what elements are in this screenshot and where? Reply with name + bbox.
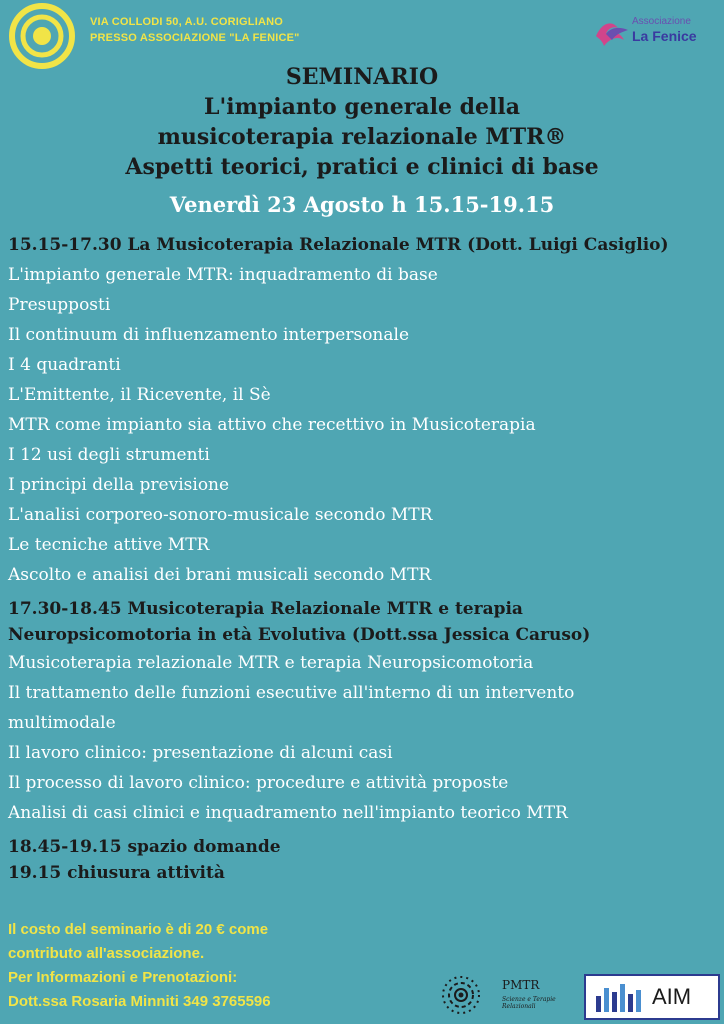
list-item: Ascolto e analisi dei brani musicali secondo MTR — [8, 565, 432, 585]
list-item: Il continuum di influenzamento interpersonale — [8, 325, 410, 345]
phoenix-icon — [592, 14, 632, 54]
closing-line-2: 19.15 chiusura attività — [8, 863, 225, 883]
info-line: Per Informazioni e Prenotazioni: — [8, 969, 238, 986]
title-line-3: musicoterapia relazionale MTR® — [157, 124, 567, 150]
list-item: Il lavoro clinico: presentazione di alcuni casi — [8, 743, 393, 763]
fenice-logo-small-text: Associazione — [632, 16, 691, 27]
cost-line-1: Il costo del seminario è di 20 € come — [8, 921, 269, 938]
list-item: Il processo di lavoro clinico: procedure e attività proposte — [8, 773, 509, 793]
section-2-heading-line-1: 17.30-18.45 Musicoterapia Relazionale MTR e terapia — [8, 599, 523, 619]
cost-line-2: contributo all'associazione. — [8, 945, 205, 962]
list-item: L'Emittente, il Ricevente, il Sè — [8, 385, 271, 405]
aim-logo — [584, 974, 720, 1020]
organization-logo-icon — [8, 2, 76, 70]
contact-line: Dott.ssa Rosaria Minniti 349 3765596 — [8, 993, 271, 1010]
list-item: I principi della previsione — [8, 475, 230, 495]
list-item: L'impianto generale MTR: inquadramento di base — [8, 265, 438, 285]
program — [8, 232, 714, 886]
title-line-4: Aspetti teorici, pratici e clinici di base — [125, 154, 599, 180]
address-line-2: PRESSO ASSOCIAZIONE "LA FENICE" — [90, 32, 300, 44]
seminar-title — [0, 62, 724, 182]
section-2-heading-line-2: Neuropsicomotoria in età Evolutiva (Dott.ssa Jessica Caruso) — [8, 625, 591, 645]
list-item: MTR come impianto sia attivo che recettivo in Musicoterapia — [8, 415, 536, 435]
pmtr-logo — [440, 972, 580, 1018]
list-item: Analisi di casi clinici e inquadramento nell'impianto teorico MTR — [8, 803, 568, 823]
list-item: Musicoterapia relazionale MTR e terapia Neuropsicomotoria — [8, 653, 534, 673]
address — [90, 14, 300, 46]
address-line-1: VIA COLLODI 50, A.U. CORIGLIANO — [90, 16, 284, 28]
title-line-2: L'impianto generale della — [204, 94, 520, 120]
la-fenice-logo — [592, 14, 720, 54]
pmtr-logo-text: PMTR — [502, 978, 540, 992]
list-item: I 12 usi degli strumenti — [8, 445, 210, 465]
contact-info — [8, 918, 428, 1014]
list-item: multimodale — [8, 713, 116, 733]
list-item: L'analisi corporeo-sonoro-musicale secondo MTR — [8, 505, 433, 525]
list-item: Le tecniche attive MTR — [8, 535, 210, 555]
fenice-logo-big-text: La Fenice — [632, 28, 697, 44]
title-line-1: SEMINARIO — [285, 64, 439, 90]
closing-line-1: 18.45-19.15 spazio domande — [8, 837, 281, 857]
list-item: Presupposti — [8, 295, 111, 315]
list-item: Il trattamento delle funzioni esecutive all'interno di un intervento — [8, 683, 575, 703]
aim-logo-text: AIM — [652, 984, 692, 1009]
bars-icon — [594, 982, 646, 1014]
mandala-icon — [440, 974, 482, 1016]
list-item: I 4 quadranti — [8, 355, 121, 375]
section-1-heading: 15.15-17.30 La Musicoterapia Relazionale MTR (Dott. Luigi Casiglio) — [8, 235, 669, 255]
pmtr-logo-subtitle: Scienze e Terapie Relazionali — [502, 996, 556, 1010]
event-date: Venerdì 23 Agosto h 15.15-19.15 — [169, 192, 555, 217]
